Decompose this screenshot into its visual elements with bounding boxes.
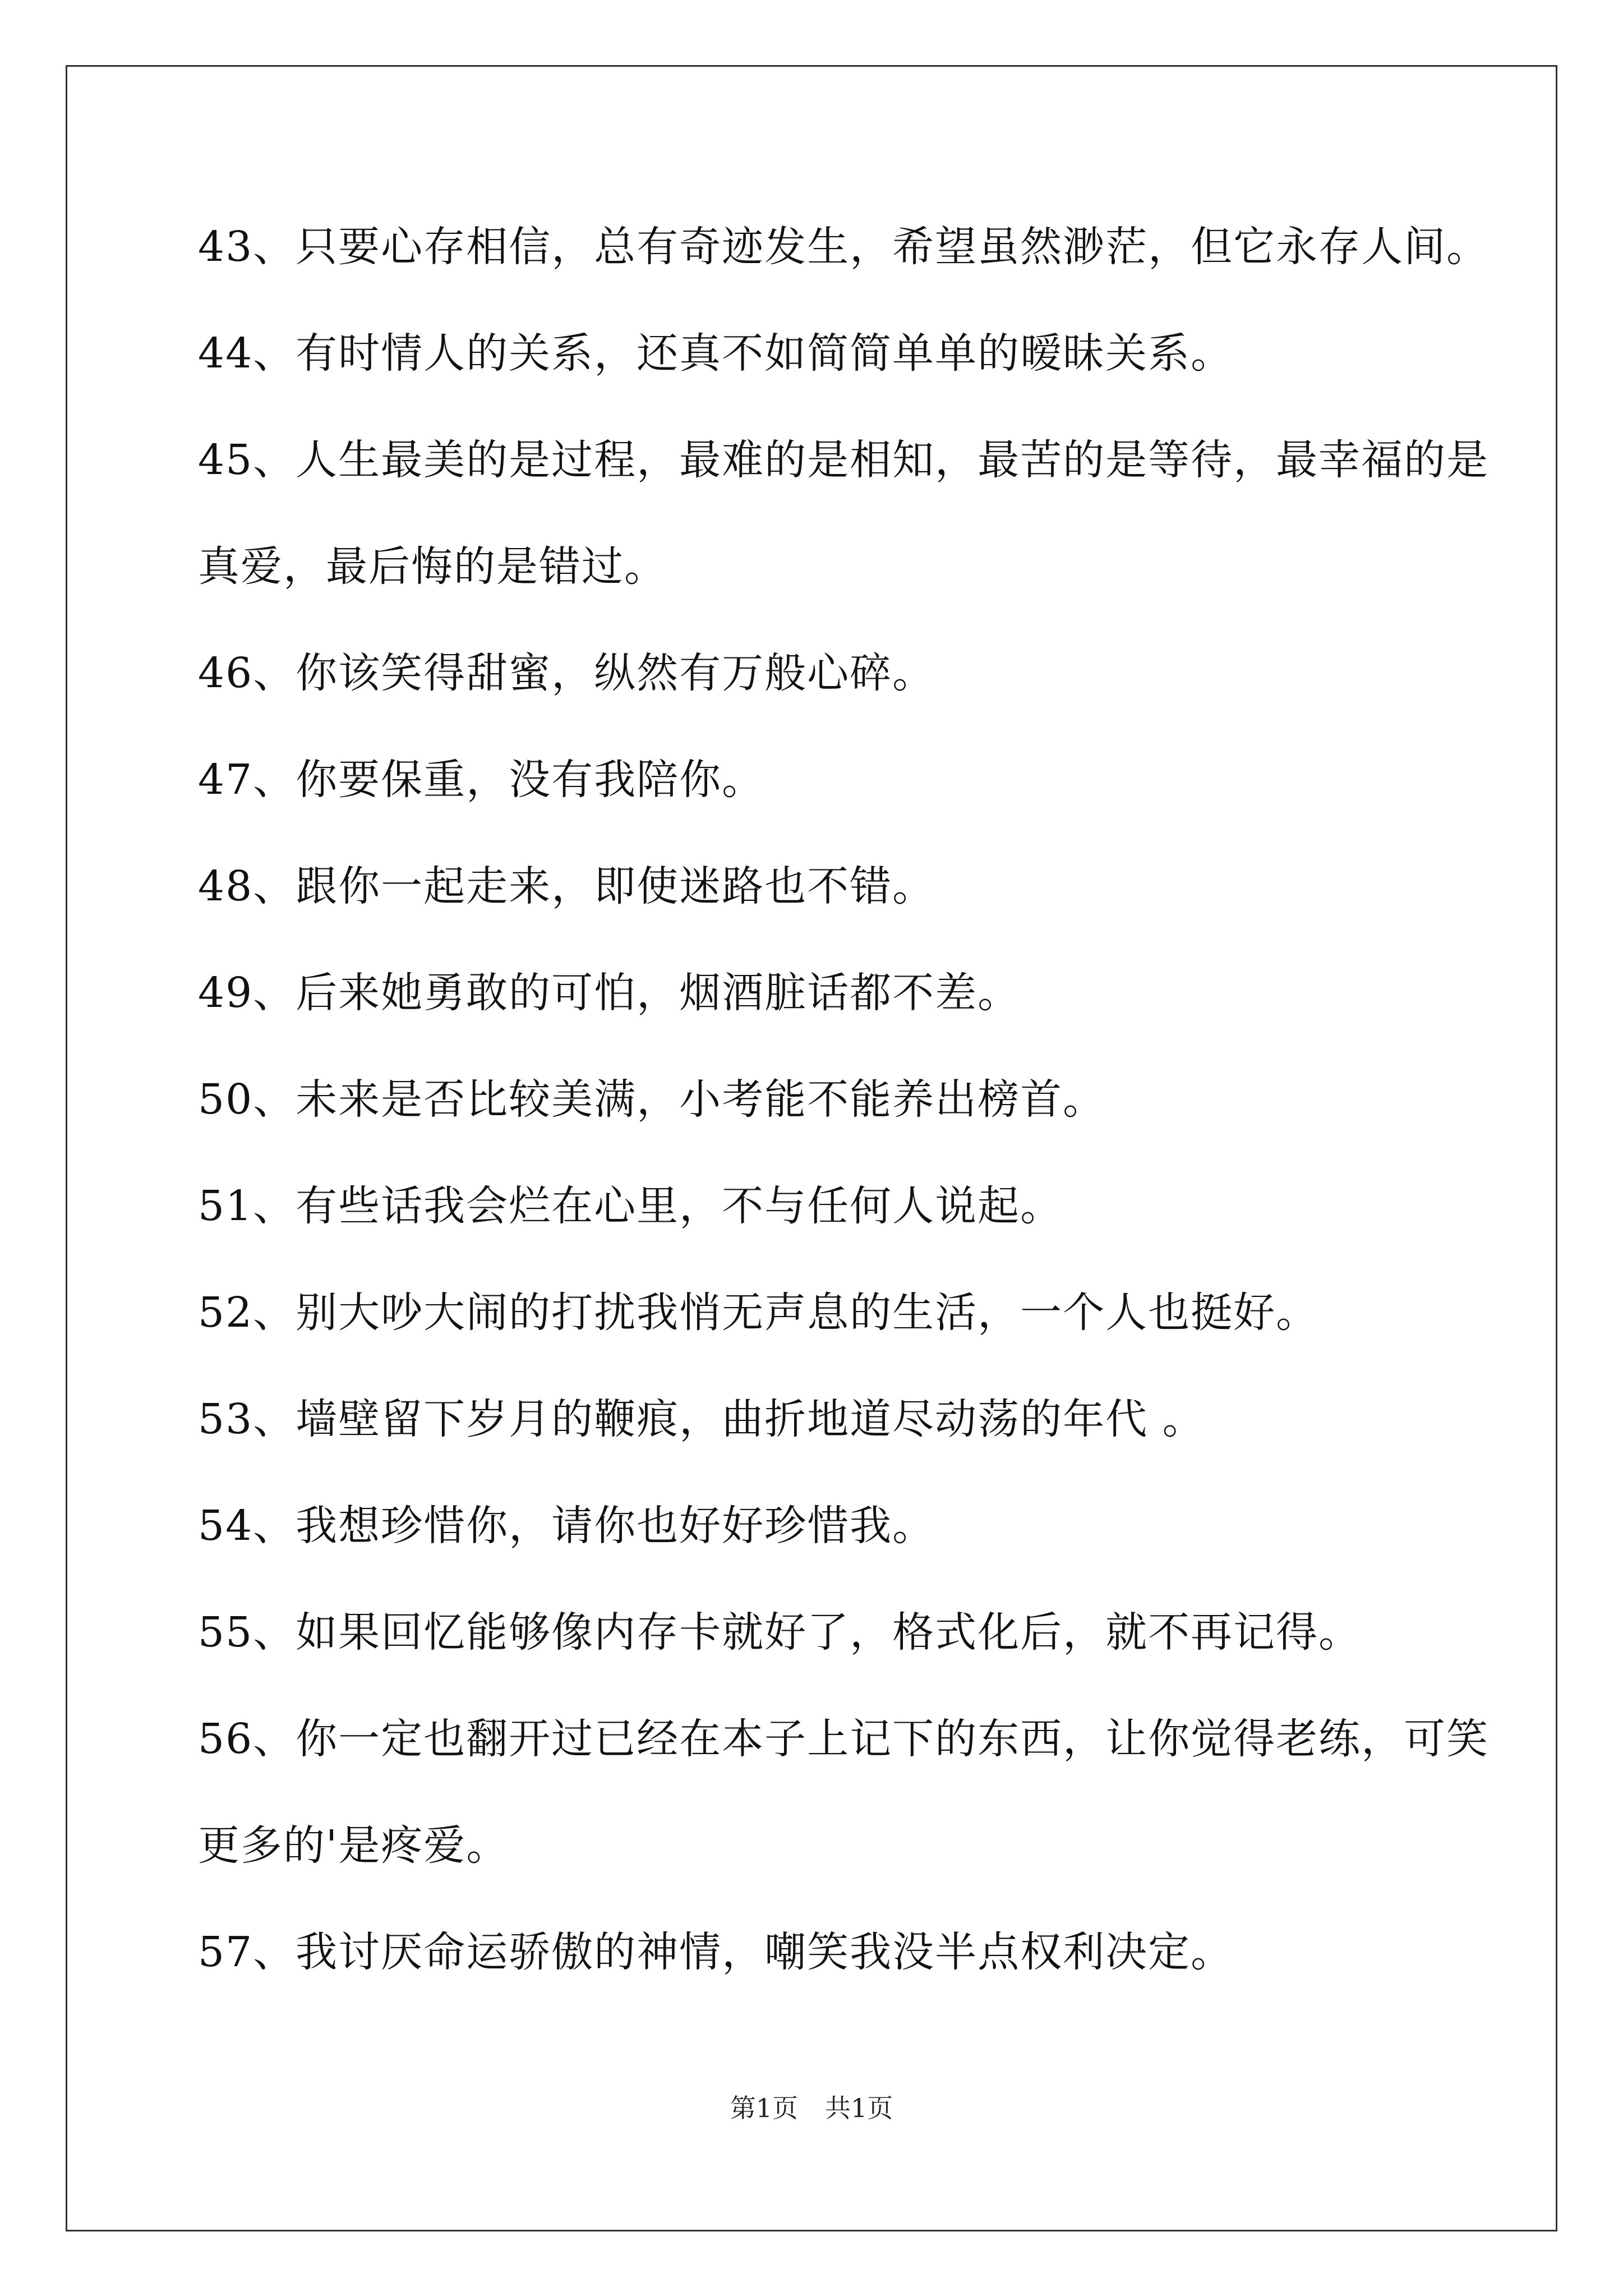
page-footer — [0, 2091, 1623, 2125]
page-number: 第1页 — [730, 2093, 798, 2123]
text-line: 47、你要保重，没有我陪你。 — [198, 756, 765, 804]
text-line: 45、人生最美的是过程，最难的是相知，最苦的是等待，最幸福的是 — [198, 436, 1490, 484]
page-total: 共1页 — [825, 2093, 893, 2123]
text-line: 48、跟你一起走来，即使迷路也不错。 — [198, 862, 935, 910]
text-line: 46、你该笑得甜蜜，纵然有万般心碎。 — [198, 649, 935, 697]
text-line: 56、你一定也翻开过已经在本子上记下的东西，让你觉得老练，可笑 — [198, 1715, 1490, 1763]
text-line: 44、有时情人的关系，还真不如简简单单的暧昧关系。 — [198, 329, 1234, 378]
text-line: 55、如果回忆能够像内存卡就好了，格式化后，就不再记得。 — [198, 1608, 1362, 1657]
text-line: 52、别大吵大闹的打扰我悄无声息的生活，一个人也挺好。 — [198, 1289, 1319, 1337]
text-line: 更多的'是疼爱。 — [198, 1821, 509, 1870]
text-line: 51、有些话我会烂在心里，不与任何人说起。 — [198, 1182, 1063, 1230]
text-line: 54、我想珍惜你，请你也好好珍惜我。 — [198, 1502, 935, 1550]
text-line: 49、后来她勇敢的可怕，烟酒脏话都不差。 — [198, 969, 1021, 1017]
text-line: 50、未来是否比较美满，小考能不能养出榜首。 — [198, 1075, 1106, 1124]
text-line: 43、只要心存相信，总有奇迹发生，希望虽然渺茫，但它永存人间。 — [198, 223, 1490, 271]
text-line: 真爱，最后悔的是错过。 — [198, 542, 667, 591]
page-border — [66, 65, 1557, 2231]
text-line: 57、我讨厌命运骄傲的神情，嘲笑我没半点权利决定。 — [198, 1928, 1234, 1976]
text-line: 53、墙壁留下岁月的鞭痕，曲折地道尽动荡的年代 。 — [198, 1395, 1205, 1443]
